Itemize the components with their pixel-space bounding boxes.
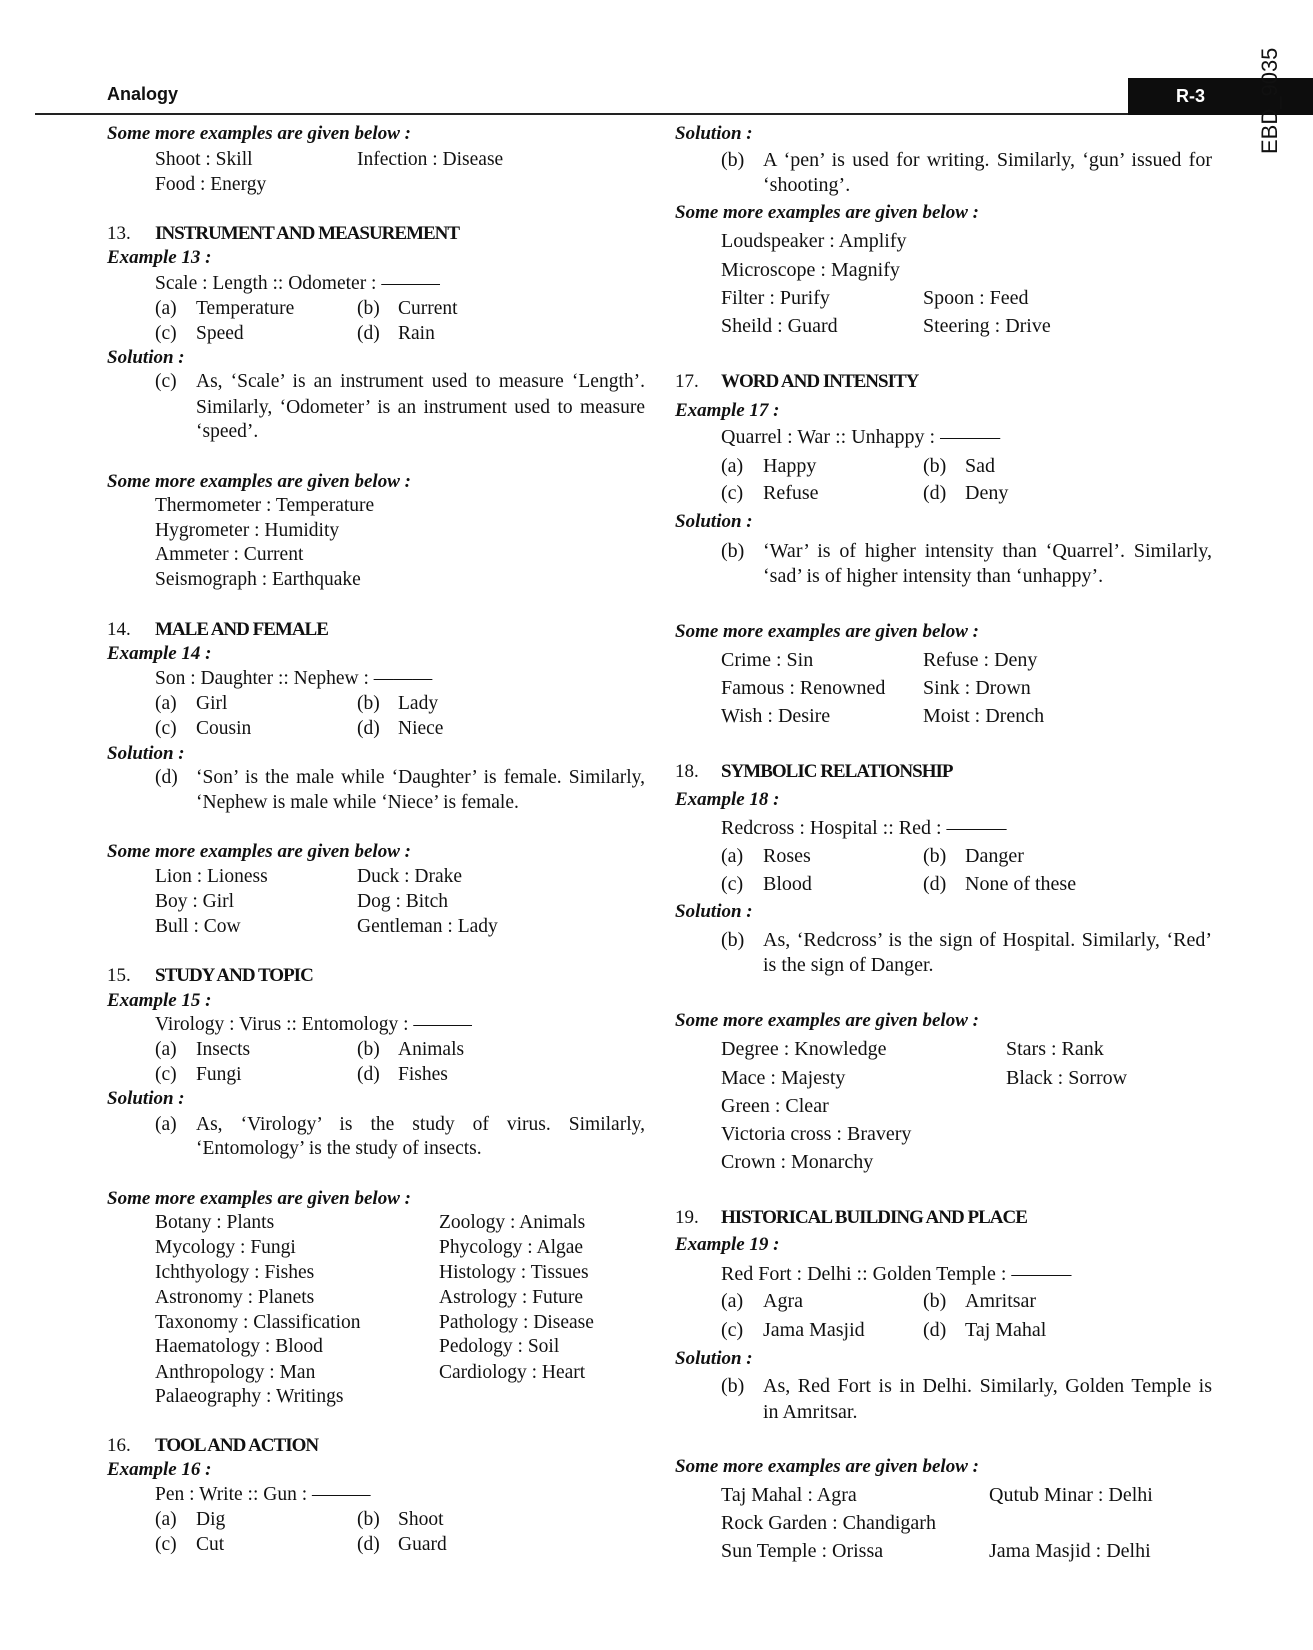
option-letter: (c) [155,1534,177,1555]
example-pair: Microscope : Magnify [721,259,900,281]
option-letter: (a) [155,1039,177,1060]
section-title: STUDY AND TOPIC [155,965,313,986]
example-label: Example 19 : [675,1234,780,1255]
option-text: Speed [196,323,244,344]
example-pair: Histology : Tissues [439,1262,589,1283]
solution-line: ‘Son’ is the male while ‘Daughter’ is female. Similarly, [196,767,645,788]
option-letter: (d) [357,323,380,344]
example-pair: Crown : Monarchy [721,1151,874,1173]
option-text: Amritsar [965,1290,1037,1312]
example-label: Example 18 : [675,789,780,810]
option-text: Fishes [398,1064,448,1085]
option-text: Blood [763,873,812,895]
example-pair: Steering : Drive [923,315,1051,337]
example-label: Example 13 : [107,247,212,268]
option-letter: (c) [721,873,744,895]
solution-label: Solution : [675,901,753,922]
section-number: 13. [107,223,131,244]
example-pair: Phycology : Algae [439,1237,584,1258]
example-pair: Boy : Girl [155,891,235,912]
option-text: None of these [965,873,1077,895]
section-number: 16. [107,1435,131,1456]
option-letter: (b) [923,455,947,477]
solution-answer: (b) [721,149,745,171]
section-number: 15. [107,965,131,986]
option-text: Danger [965,845,1024,867]
option-text: Cut [196,1534,225,1555]
example-pair: Shoot : Skill [155,149,253,170]
example-pair: Gentleman : Lady [357,916,498,937]
example-pair: Seismograph : Earthquake [155,569,361,590]
solution-label: Solution : [675,511,753,532]
section-number: 19. [675,1207,699,1228]
example-pair: Pathology : Disease [439,1312,594,1333]
example-pair: Stars : Rank [1006,1038,1104,1060]
solution-line: As, ‘Virology’ is the study of virus. Similarly, [196,1114,645,1135]
example-pair: Ichthyology : Fishes [155,1262,315,1283]
section-number: 14. [107,619,131,640]
option-text: Happy [763,455,817,477]
option-text: Niece [398,718,444,739]
solution-line: ‘speed’. [196,421,259,442]
solution-line: is the sign of Danger. [763,954,934,976]
example-pair: Spoon : Feed [923,287,1029,309]
example-pair: Sun Temple : Orissa [721,1540,884,1562]
example-label: Example 14 : [107,643,212,664]
more-examples-heading: Some more examples are given below : [107,1188,411,1209]
solution-answer: (b) [721,929,745,951]
option-letter: (b) [923,1290,947,1312]
example-pair: Cardiology : Heart [439,1362,586,1383]
option-text: Cousin [196,718,252,739]
solution-answer: (a) [155,1114,177,1135]
example-pair: Hygrometer : Humidity [155,520,340,541]
more-examples-heading: Some more examples are given below : [675,202,979,223]
option-text: Shoot [398,1509,444,1530]
page-number-badge: R-3 [1128,78,1313,115]
question: Pen : Write :: Gun : ——— [155,1484,371,1505]
example-pair: Black : Sorrow [1006,1067,1128,1089]
solution-line: ‘shooting’. [763,174,851,196]
option-letter: (d) [357,1534,380,1555]
solution-line: A ‘pen’ is used for writing. Similarly, ‘gun’ issued for [763,149,1212,171]
question: Son : Daughter :: Nephew : ——— [155,668,433,689]
more-examples-heading: Some more examples are given below : [675,1456,979,1477]
solution-answer: (b) [721,540,745,562]
example-pair: Zoology : Animals [439,1212,586,1233]
section-title: HISTORICAL BUILDING AND PLACE [721,1207,1027,1228]
example-pair: Food : Energy [155,174,267,195]
example-pair: Degree : Knowledge [721,1038,887,1060]
more-examples-heading: Some more examples are given below : [107,471,411,492]
option-text: Animals [398,1039,465,1060]
option-letter: (a) [721,455,744,477]
solution-line: As, Red Fort is in Delhi. Similarly, Golden Temple is [763,1375,1212,1397]
example-pair: Palaeography : Writings [155,1386,344,1407]
section-title: WORD AND INTENSITY [721,371,919,392]
example-label: Example 15 : [107,990,212,1011]
example-pair: Sheild : Guard [721,315,838,337]
example-pair: Mycology : Fungi [155,1237,296,1258]
side-code: EBD_9035 [1257,47,1282,154]
example-pair: Infection : Disease [357,149,504,170]
example-pair: Haematology : Blood [155,1336,323,1357]
section-title: SYMBOLIC RELATIONSHIP [721,761,953,782]
solution-label: Solution : [675,123,753,144]
example-pair: Qutub Minar : Delhi [989,1484,1153,1506]
solution-label: Solution : [675,1348,753,1369]
option-letter: (a) [155,1509,177,1530]
option-letter: (c) [155,323,177,344]
option-text: Rain [398,323,435,344]
option-text: Insects [196,1039,251,1060]
question: Scale : Length :: Odometer : ——— [155,273,440,294]
option-letter: (c) [721,1319,744,1341]
example-pair: Loudspeaker : Amplify [721,230,907,252]
example-pair: Anthropology : Man [155,1362,316,1383]
option-letter: (b) [357,693,380,714]
example-pair: Pedology : Soil [439,1336,560,1357]
option-text: Guard [398,1534,447,1555]
more-examples-heading: Some more examples are given below : [107,841,411,862]
option-text: Refuse [763,482,819,504]
solution-answer: (c) [155,371,177,392]
solution-line: ‘sad’ is of higher intensity than ‘unhappy’. [763,565,1104,587]
solution-line: in Amritsar. [763,1401,858,1423]
option-text: Temperature [196,298,295,319]
option-text: Current [398,298,458,319]
example-label: Example 16 : [107,1459,212,1480]
option-text: Girl [196,693,228,714]
example-pair: Crime : Sin [721,649,814,671]
header-rule [35,113,1130,115]
solution-line: Similarly, ‘Odometer’ is an instrument used to measure [196,397,645,418]
section-number: 18. [675,761,699,782]
example-pair: Taj Mahal : Agra [721,1484,857,1506]
example-pair: Ammeter : Current [155,544,304,565]
solution-line: As, ‘Scale’ is an instrument used to measure ‘Length’. [196,371,645,392]
solution-label: Solution : [107,347,185,368]
option-letter: (b) [923,845,947,867]
question: Quarrel : War :: Unhappy : ——— [721,426,1001,448]
option-letter: (b) [357,298,380,319]
example-pair: Wish : Desire [721,705,831,727]
option-letter: (a) [155,693,177,714]
solution-answer: (d) [155,767,178,788]
question: Redcross : Hospital :: Red : ——— [721,817,1007,839]
solution-label: Solution : [107,1088,185,1109]
option-letter: (c) [155,718,177,739]
option-letter: (d) [923,873,947,895]
option-letter: (a) [721,1290,744,1312]
option-letter: (d) [923,1319,947,1341]
more-examples-heading: Some more examples are given below : [675,621,979,642]
section-title: TOOL AND ACTION [155,1435,319,1456]
section-title: MALE AND FEMALE [155,619,328,640]
example-pair: Duck : Drake [357,866,463,887]
example-pair: Lion : Lioness [155,866,268,887]
example-pair: Taxonomy : Classification [155,1312,361,1333]
example-pair: Thermometer : Temperature [155,495,375,516]
solution-line: ‘Entomology’ is the study of insects. [196,1138,482,1159]
more-examples-heading: Some more examples are given below : [107,123,411,144]
section-number: 17. [675,371,699,392]
option-letter: (c) [155,1064,177,1085]
example-pair: Mace : Majesty [721,1067,846,1089]
question: Red Fort : Delhi :: Golden Temple : ——— [721,1263,1072,1285]
example-pair: Jama Masjid : Delhi [989,1540,1151,1562]
option-text: Sad [965,455,995,477]
option-letter: (d) [923,482,947,504]
option-text: Deny [965,482,1009,504]
option-letter: (d) [357,1064,380,1085]
option-letter: (a) [721,845,744,867]
example-pair: Moist : Drench [923,705,1045,727]
option-letter: (c) [721,482,744,504]
solution-line: ‘Nephew is male while ‘Niece’ is female. [196,792,519,813]
option-text: Fungi [196,1064,242,1085]
solution-line: ‘War’ is of higher intensity than ‘Quarrel’. Similarly, [763,540,1212,562]
option-text: Jama Masjid [763,1319,865,1341]
question: Virology : Virus :: Entomology : ——— [155,1014,472,1035]
option-letter: (a) [155,298,177,319]
option-text: Roses [763,845,811,867]
option-text: Taj Mahal [965,1319,1047,1341]
more-examples-heading: Some more examples are given below : [675,1010,979,1031]
example-pair: Astronomy : Planets [155,1287,315,1308]
option-text: Agra [763,1290,803,1312]
option-letter: (b) [357,1039,380,1060]
example-pair: Green : Clear [721,1095,829,1117]
example-label: Example 17 : [675,400,780,421]
example-pair: Victoria cross : Bravery [721,1123,912,1145]
example-pair: Filter : Purify [721,287,830,309]
solution-label: Solution : [107,743,185,764]
option-letter: (b) [357,1509,380,1530]
example-pair: Rock Garden : Chandigarh [721,1512,936,1534]
option-text: Lady [398,693,439,714]
example-pair: Sink : Drown [923,677,1031,699]
option-text: Dig [196,1509,226,1530]
example-pair: Refuse : Deny [923,649,1038,671]
example-pair: Famous : Renowned [721,677,886,699]
solution-answer: (b) [721,1375,745,1397]
example-pair: Astrology : Future [439,1287,584,1308]
section-title: INSTRUMENT AND MEASUREMENT [155,223,460,244]
example-pair: Botany : Plants [155,1212,275,1233]
example-pair: Dog : Bitch [357,891,448,912]
solution-line: As, ‘Redcross’ is the sign of Hospital. Similarly, ‘Red’ [763,929,1212,951]
chapter-title: Analogy [107,84,179,104]
option-letter: (d) [357,718,380,739]
example-pair: Bull : Cow [155,916,241,937]
